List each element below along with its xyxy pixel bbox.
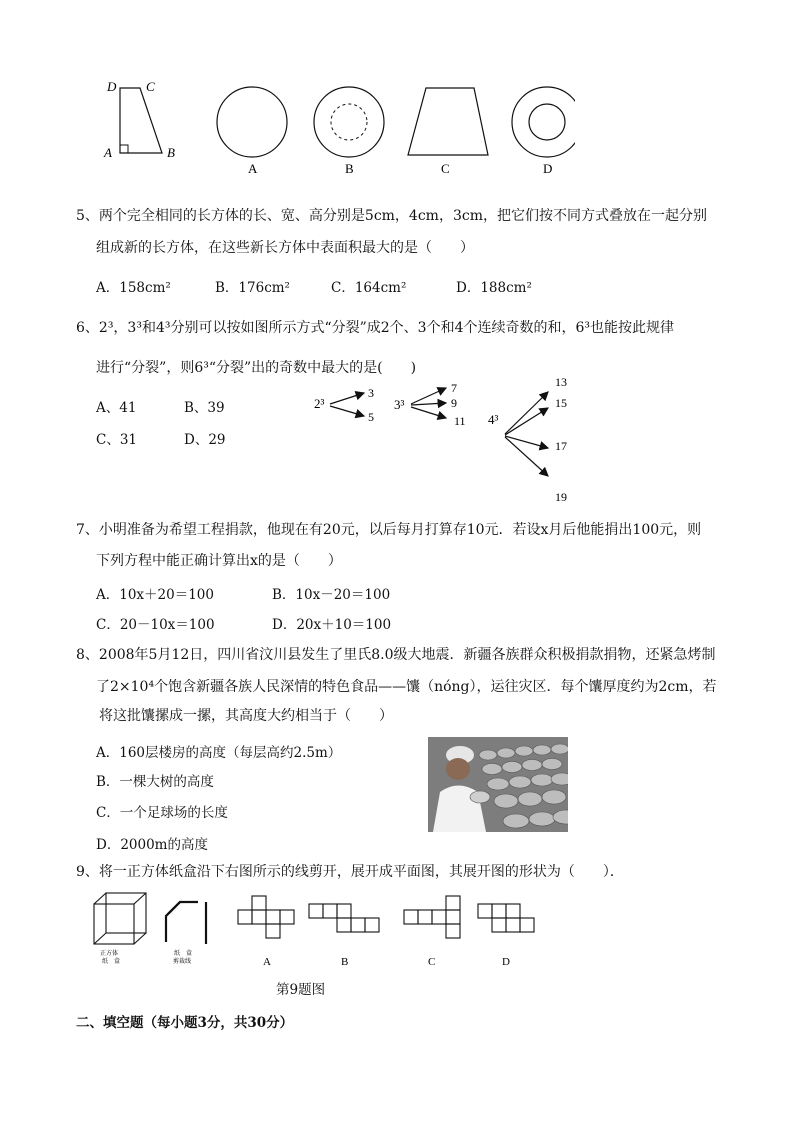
option-d-inner-circle	[529, 104, 565, 140]
arrow-3-11	[411, 407, 446, 418]
q7-line2: 下列方程中能正确计算出x的是（ ）	[96, 553, 342, 569]
arrow-3-7	[411, 388, 446, 404]
arrow-4-13	[505, 392, 548, 434]
cube-caption-1: 正方体	[100, 951, 119, 957]
option-c-trapezoid	[408, 88, 488, 155]
q8-option-d: D．2000m的高度	[96, 837, 208, 853]
cut-caption-2: 剪裁线	[173, 959, 192, 965]
q6-line1: 6、2³，3³和4³分别可以按如图所示方式“分裂”成2个、3个和4个连续奇数的和，6³也能按此规律	[76, 320, 675, 336]
net-option-a	[238, 896, 294, 938]
arrow-2-3	[330, 393, 364, 404]
odd-7: 7	[451, 381, 457, 395]
odd-11: 11	[454, 414, 466, 428]
q7-option-d: D．20x＋10＝100	[272, 617, 392, 633]
q6-option-b: B、39	[184, 400, 225, 416]
odd-5: 5	[368, 410, 374, 424]
right-trapezoid-shape	[120, 88, 162, 153]
option-b-dashed-circle	[331, 104, 367, 140]
base-3-cubed: 3³	[394, 397, 405, 412]
vertex-label-a: A	[104, 145, 112, 160]
q4-figure	[95, 75, 575, 185]
q9-figure-caption: 第9题图	[276, 982, 326, 998]
q8-option-b: B．一棵大树的高度	[96, 774, 214, 790]
vertex-label-d: D	[107, 79, 117, 94]
q5-option-c: C．164cm²	[331, 280, 407, 296]
option-label-b: B	[345, 161, 354, 176]
q6-line2: 进行“分裂”，则6³“分裂”出的奇数中最大的是( )	[96, 360, 417, 376]
odd-9: 9	[451, 396, 457, 410]
option-b-outer-circle	[314, 87, 384, 157]
cube-drawing	[94, 893, 146, 944]
section-2-title: 二、填空题（每小题3分，共30分）	[76, 1015, 294, 1031]
odd-17: 17	[555, 439, 567, 453]
arrow-4-15	[505, 408, 548, 435]
q8-line2: 了2×10⁴个饱含新疆各族人民深情的特色食品——馕（nóng），运往灾区．每个馕厚度约为2cm，若	[96, 679, 717, 695]
net-option-d	[478, 904, 534, 932]
q9-option-label-a: A	[263, 956, 271, 968]
q5-option-a: A．158cm²	[96, 280, 171, 296]
q6-split-figure	[308, 372, 598, 507]
q9-option-label-c: C	[428, 956, 436, 968]
base-4-cubed: 4³	[488, 412, 499, 427]
vertex-label-c: C	[146, 79, 155, 94]
option-label-c: C	[441, 161, 450, 176]
q8-line1: 8、2008年5月12日，四川省汶川县发生了里氏8.0级大地震．新疆各族群众积极捐款捐物，还紧急烤制	[76, 647, 716, 663]
q7-option-c: C．20－10x＝100	[96, 617, 215, 633]
arrow-3-9	[411, 403, 446, 405]
q8-line3: 将这批馕摞成一摞，其高度大约相当于（ ）	[99, 708, 393, 724]
q9-figure	[80, 888, 550, 970]
cube-caption-2: 纸 盒	[102, 959, 121, 965]
vertex-label-b: B	[167, 145, 175, 160]
naan-photo	[428, 737, 568, 832]
net-option-c	[404, 896, 460, 938]
q5-option-d: D．188cm²	[456, 280, 532, 296]
odd-15: 15	[555, 396, 567, 410]
odd-3: 3	[368, 386, 374, 400]
naan-photo-illustration	[428, 737, 568, 832]
q5-option-b: B．176cm²	[215, 280, 290, 296]
q7-line1: 7、小明准备为希望工程捐款，他现在有20元，以后每月打算存10元．若设x月后他能捐出100元，则	[76, 522, 702, 538]
cut-caption-1: 纸 盒	[174, 951, 193, 957]
base-2-cubed: 2³	[314, 396, 325, 411]
net-option-b	[309, 904, 379, 932]
right-angle-mark	[120, 145, 128, 153]
q6-option-d: D、29	[184, 432, 226, 448]
q7-option-b: B．10x－20＝100	[272, 587, 391, 603]
cut-lines-drawing	[166, 902, 206, 944]
odd-19: 19	[555, 490, 567, 504]
q9-option-label-b: B	[341, 956, 349, 968]
q6-option-c: C、31	[96, 432, 138, 448]
q5-line1: 5、两个完全相同的长方体的长、宽、高分别是5cm，4cm，3cm，把它们按不同方式叠放在一起分别	[76, 208, 707, 224]
q9-option-label-d: D	[502, 956, 510, 968]
q8-option-a: A．160层楼房的高度（每层高约2.5m）	[96, 745, 342, 761]
arrow-4-19	[505, 437, 548, 476]
arrow-4-17	[505, 436, 548, 448]
q7-option-a: A．10x＋20＝100	[96, 587, 214, 603]
option-label-d: D	[543, 161, 553, 176]
odd-13: 13	[555, 375, 567, 389]
q9-line1: 9、将一正方体纸盒沿下右图所示的线剪开，展开成平面图，其展开图的形状为（ ）．	[76, 864, 624, 880]
q5-line2: 组成新的长方体，在这些新长方体中表面积最大的是（ ）	[96, 240, 474, 256]
q6-option-a: A、41	[96, 400, 137, 416]
q8-option-c: C．一个足球场的长度	[96, 805, 228, 821]
option-label-a: A	[248, 161, 258, 176]
arrow-2-5	[330, 406, 364, 416]
option-a-circle	[217, 87, 287, 157]
